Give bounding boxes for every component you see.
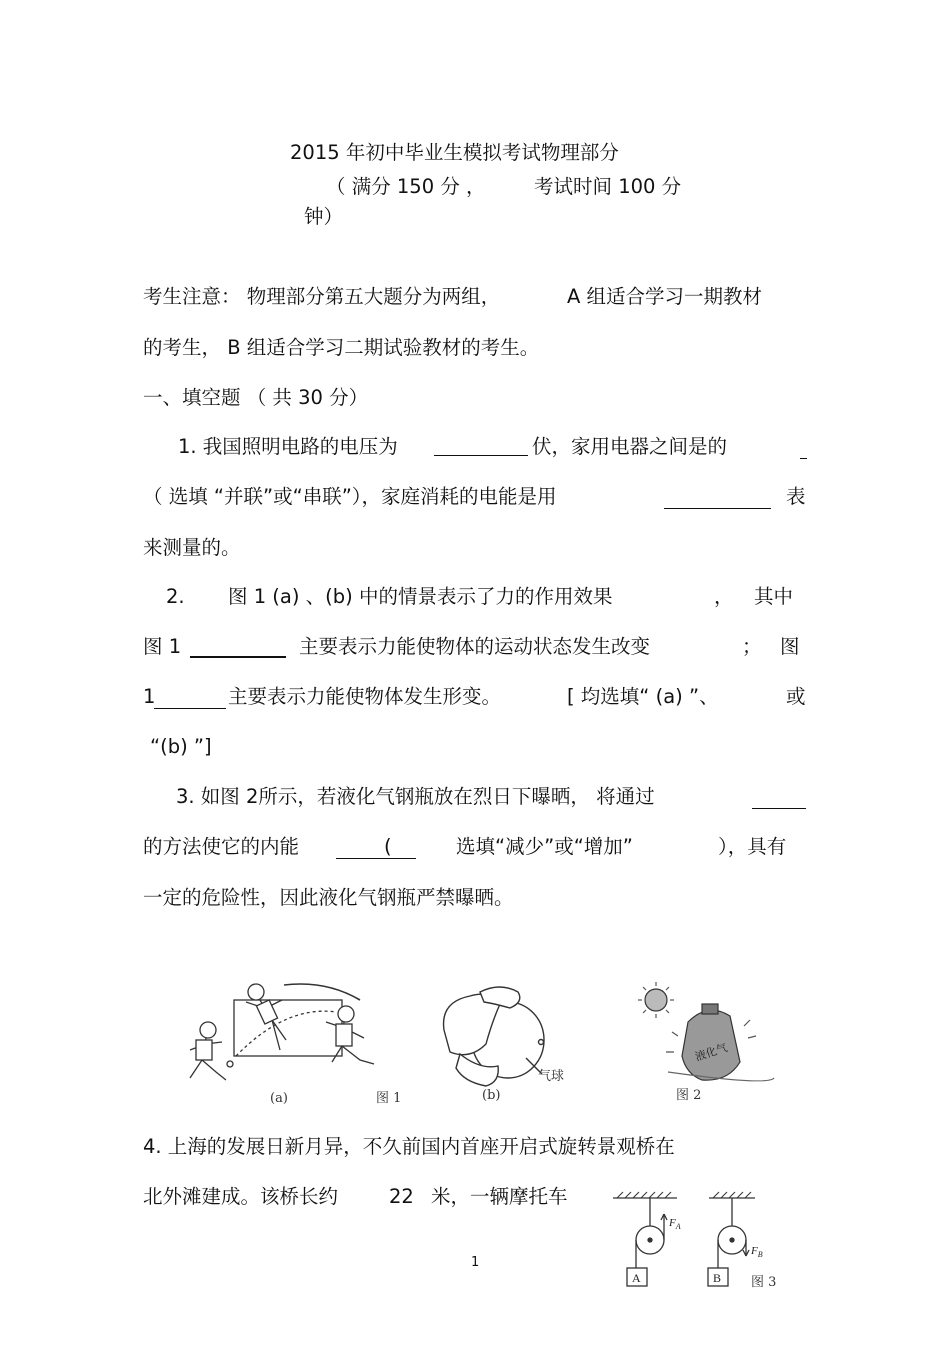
q1-text-3: （ 选填 “并联”或“串联”），家庭消耗的电能是用 [143,485,557,508]
sun-icon [645,989,667,1011]
q2-text-3: 图 1 [143,635,182,658]
right-kid-head [338,1006,354,1022]
fig1-label: 图 1 [376,1091,402,1106]
q1-blank-connection[interactable] [800,438,807,459]
figure-1a [176,980,402,1110]
q3-blank-method[interactable] [752,788,806,809]
section-title: 一、填空题 （ 共 30 分） [143,386,369,409]
q1-line-2 [143,484,557,510]
subtitle-time: 考试时间 100 分 [534,175,682,198]
q4-line-1: 4. 上海的发展日新月异，不久前国内首座开启式旋转景观桥在 [143,1135,675,1158]
subtitle-tail: 钟） [304,205,344,228]
q3-text-3: 选填“减少”或“增加” [456,835,633,858]
q2-blank-2[interactable] [154,688,226,709]
goal-frame [234,1000,342,1056]
q2-text-2: 其中 [754,585,794,608]
subtitle-score: （ 满分 150 分 ， [326,175,486,198]
tank-text: 液化气 [693,1041,729,1064]
pulley-b-axle [730,1238,734,1242]
page-title: 2015 年初中毕业生模拟考试物理部分 [290,141,619,164]
balloon-knot [539,1040,544,1045]
force-a-label: $F_A$ [669,1217,681,1231]
q1-text-2: 伏，家用电器之间是的 [532,435,728,458]
q2-text-10: “(b) ”] [150,735,212,758]
q2-text-1: 图 1 (a) 、(b) 中的情景表示了力的作用效果 [228,585,613,608]
q4-text-3: 米，一辆摩托车 [431,1185,568,1208]
motion-line [284,984,360,1000]
q3-text-2: 的方法使它的内能 [143,835,300,858]
page-number: 1 [471,1255,480,1270]
mid-kid-head [248,984,264,1000]
q3-text-paren: ( [384,835,392,858]
block-b-label: B [713,1271,722,1285]
q2-text-4: 主要表示力能使物体的运动状态发生改变 [299,635,651,658]
q3-text-4: ），具有 [718,835,787,858]
q1-blank-voltage[interactable] [434,435,528,456]
notice-line-1a: 考生注意： 物理部分第五大题分为两组， [143,285,501,308]
ball-trajectory [236,1011,336,1056]
q3-text-5: 一定的危险性，因此液化气钢瓶严禁曝晒。 [143,886,514,909]
q1-line-3: 来测量的。 [143,536,241,559]
fig2-label: 图 2 [676,1088,702,1103]
force-b-label: $F_B$ [751,1245,763,1259]
figure-3 [605,1188,790,1296]
fig3-label: 图 3 [751,1275,777,1290]
q1-line-1 [178,434,727,460]
figure-1b [430,982,580,1110]
figure-2 [628,982,778,1110]
q1-text-4: 表 [786,485,806,508]
q2-text-7: 主要表示力能使物体发生形变。 [228,685,502,708]
right-kid-shirt [336,1024,352,1046]
q2-text-9: 或 [786,685,806,708]
fig1a-caption: (a) [270,1091,288,1106]
q3-text-1: 3. 如图 2所示，若液化气钢瓶放在烈日下曝晒， 将通过 [176,785,655,808]
ceiling-b-hatch [713,1192,751,1198]
q1-text-1: 1. 我国照明电路的电压为 [178,435,398,458]
q2-number: 2. [166,585,185,608]
fig1b-caption: (b) [482,1088,501,1103]
block-a-label: A [632,1271,641,1285]
q4-text-1: 北外滩建成。该桥长约 [143,1185,339,1208]
left-kid-head [200,1022,216,1038]
q3-blank-energy[interactable] [336,838,416,859]
q2-blank-1[interactable] [190,636,286,658]
q1-blank-meter[interactable] [664,488,771,509]
q2-text-5: 图 [780,635,800,658]
q2-text-comma: ， [714,585,734,608]
tank-valve [702,1004,718,1014]
pulley-a-axle [648,1238,652,1242]
balloon-label: 气球 [538,1069,565,1084]
notice-line-2: 的考生， B 组适合学习二期试验教材的考生。 [143,336,540,359]
q2-text-semicolon: ； [742,635,762,658]
q2-text-6: 1 [143,685,156,708]
q2-text-8: [ 均选填“ (a) ”、 [567,685,719,708]
ceiling-a-hatch [617,1192,671,1198]
left-kid-shirt [196,1040,212,1060]
ball [227,1061,233,1067]
q4-text-2: 22 [389,1185,414,1208]
notice-line-1b: A 组适合学习一期教材 [567,285,763,308]
